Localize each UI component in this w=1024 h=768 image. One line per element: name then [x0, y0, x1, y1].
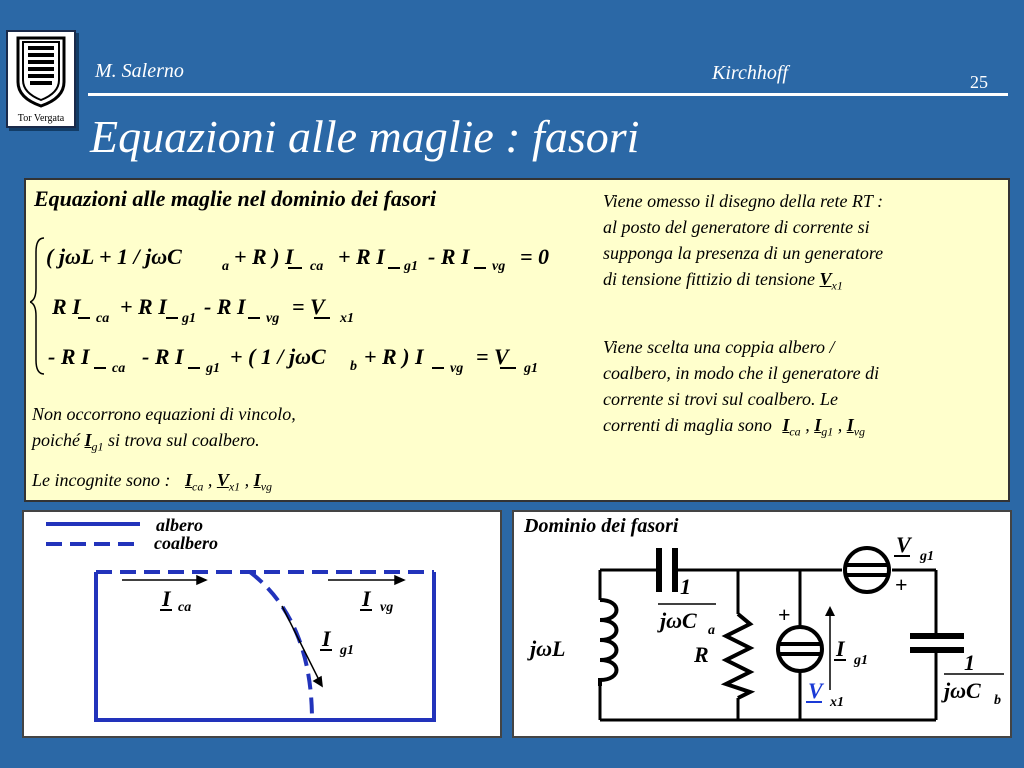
legend-tree-label: albero [156, 515, 203, 535]
omitted-network-note: Viene omesso il disegno della rete RT : al posto del generatore di corrente si supponga la presenza di un generatore di tensione fittizio di tensione $V_{x1}$ [603, 191, 884, 293]
voltage-generator-symbol [845, 548, 889, 592]
svg-text:I: I [836, 636, 845, 661]
svg-text:vg: vg [450, 361, 464, 376]
svg-text:g1: g1 [182, 311, 196, 326]
svg-text:a: a [708, 623, 715, 638]
arrow-i-g1 [282, 606, 322, 686]
university-logo [6, 30, 76, 128]
svg-text:- R I: - R I [142, 344, 184, 369]
svg-text:x1: x1 [340, 311, 354, 326]
equations-heading: Equazioni alle maglie nel dominio dei fasori [34, 186, 437, 211]
equation-3 [48, 344, 538, 376]
svg-text:jωL: jωL [530, 636, 566, 661]
svg-text:g1: g1 [340, 643, 354, 658]
circuit-title: Dominio dei fasori [524, 515, 679, 537]
svg-text:R: R [694, 642, 709, 667]
svg-text:+ ( 1 / jωC: + ( 1 / jωC [230, 344, 326, 369]
svg-text:g1: g1 [524, 361, 538, 376]
svg-text:R I: R I [52, 294, 81, 319]
svg-text:g1: g1 [404, 259, 418, 274]
constraint-note [32, 401, 296, 460]
svg-text:b: b [994, 693, 1001, 708]
system-brace [30, 238, 44, 374]
svg-text:b: b [350, 359, 357, 374]
svg-text:+ R ) I: + R ) I [364, 344, 424, 369]
svg-text:+ R I: + R I [338, 244, 385, 269]
svg-text:jωC: jωC [944, 678, 981, 703]
svg-text:( jωL + 1 / jωC: ( jωL + 1 / jωC [46, 244, 182, 269]
current-generator-symbol [778, 627, 822, 671]
phasor-circuit [512, 510, 1012, 738]
svg-text:ca: ca [96, 311, 110, 326]
equation-1 [46, 244, 549, 274]
svg-text:+ R ) I: + R ) I [234, 244, 294, 269]
svg-text:I: I [162, 586, 171, 611]
unknowns-line: Le incognite sono : $I_{ca}$ , $V_{x1}$ , $I_{vg}$ [32, 470, 273, 494]
inductor-symbol [600, 600, 617, 686]
svg-text:V: V [896, 532, 911, 557]
equation-2 [51, 294, 354, 326]
capacitor-b-symbol [910, 636, 964, 650]
svg-text:g1: g1 [920, 549, 934, 564]
note-line-2: poiché $I_{g1}$ si trova sul coalbero. [32, 430, 260, 454]
svg-text:vg: vg [380, 600, 394, 615]
capacitor-a-symbol [659, 548, 675, 592]
header-divider [88, 93, 1008, 96]
tree-cotree-graph [22, 510, 502, 738]
svg-text:1: 1 [964, 650, 975, 675]
svg-text:- R I: - R I [428, 244, 470, 269]
svg-text:= V: = V [292, 294, 325, 319]
author-name: M. Salerno [95, 60, 184, 82]
legend-cotree-label: coalbero [154, 533, 218, 553]
svg-text:1: 1 [680, 574, 691, 599]
svg-text:- R I: - R I [48, 344, 90, 369]
vg1-plus-sign: + [895, 572, 908, 597]
slide-topic: Kirchhoff [712, 62, 788, 84]
svg-text:vg: vg [266, 311, 280, 326]
svg-text:jωC: jωC [660, 608, 697, 633]
svg-text:= V: = V [476, 344, 509, 369]
svg-text:x1: x1 [830, 695, 844, 710]
tree-branches [96, 572, 434, 720]
svg-text:= 0: = 0 [520, 244, 550, 269]
mesh-equations [30, 230, 590, 390]
svg-text:- R I: - R I [204, 294, 246, 319]
svg-text:V: V [808, 678, 823, 703]
page-number: 25 [970, 72, 988, 92]
svg-text:ca: ca [112, 361, 126, 376]
svg-text:+ R I: + R I [120, 294, 167, 319]
svg-text:g1: g1 [206, 361, 220, 376]
tree-choice-note: Viene scelta una coppia albero / coalbero, in modo che il generatore di corrente si trovi sul coalbero. Le correnti di maglia sono $I_{ca}$ , $I_{g1}$ , $I_{vg}$ [603, 337, 880, 439]
svg-text:ca: ca [310, 259, 324, 274]
tower-shield-icon [8, 32, 74, 112]
logo-caption: Tor Vergata [17, 113, 65, 124]
slide-title: Equazioni alle maglie : fasori [90, 111, 640, 162]
note-line-1: Non occorrono equazioni di vincolo, [32, 404, 296, 424]
svg-text:a: a [222, 259, 229, 274]
svg-text:I: I [322, 626, 331, 651]
svg-text:ca: ca [178, 600, 192, 615]
svg-text:I: I [362, 586, 371, 611]
vx1-plus-sign: + [778, 602, 791, 627]
svg-text:g1: g1 [854, 653, 868, 668]
svg-text:vg: vg [492, 259, 506, 274]
resistor-symbol [726, 614, 750, 698]
